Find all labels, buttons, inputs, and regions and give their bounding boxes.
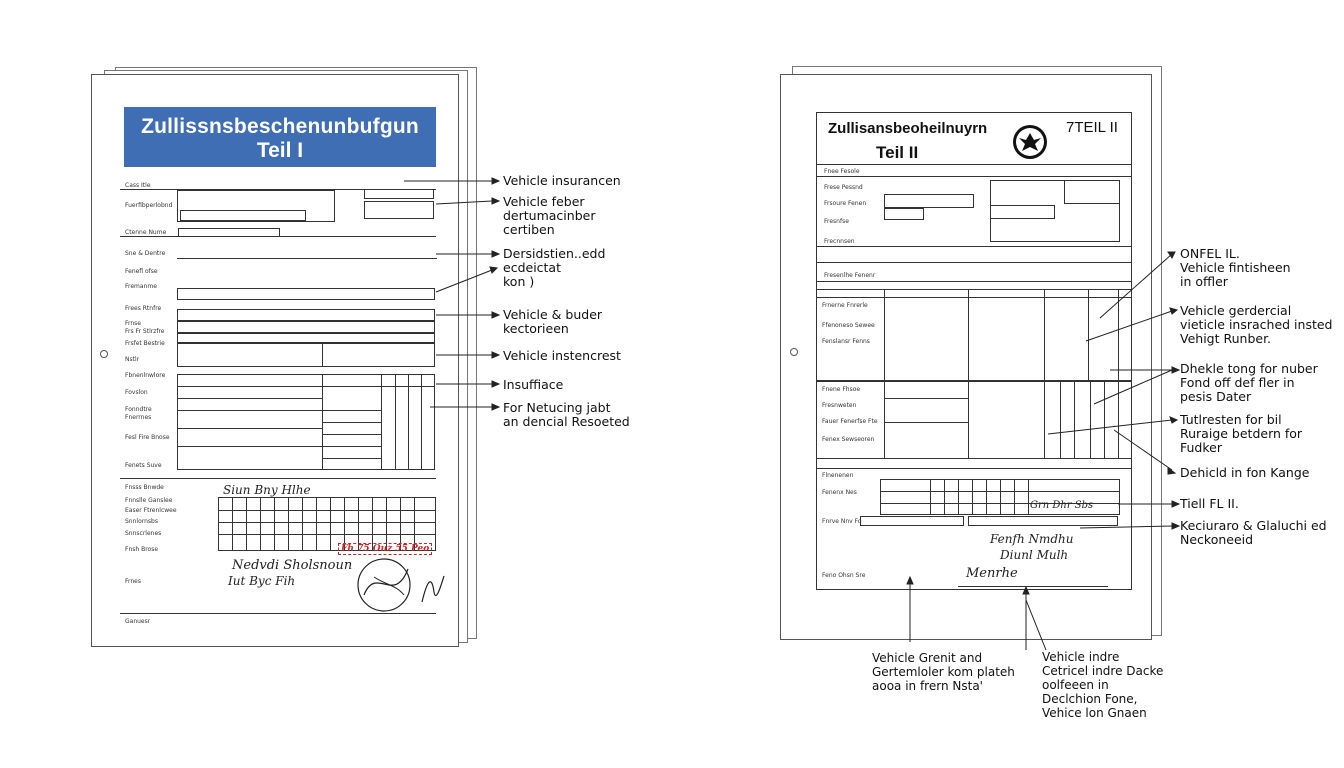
right-label: Frnerne Fnrerle [822, 302, 868, 309]
left-label: Frnse [125, 320, 141, 327]
left-label: Fnsh Brose [125, 546, 159, 553]
right-label: Fnene Fhsoe [822, 386, 861, 393]
left-label: Nstlr [125, 356, 140, 363]
callout-tiell: Tiell FL II. [1180, 496, 1239, 511]
right-label: Fresnfse [824, 218, 849, 225]
callout-keciuraro: Keciuraro & Glaluchi ed Neckoneeid [1180, 518, 1327, 547]
left-handwriting: Iut Byc Fih [228, 574, 296, 588]
right-label: Fresenlhe Fenenr [824, 272, 876, 279]
callout-vehicle-gerdercial: Vehicle gerdercial vieticle insrached insted Vehigt Runber. [1180, 303, 1333, 346]
left-label: Fenefl ofse [125, 268, 158, 275]
left-stamp-text: Fh 75 Ouz 55 Peo [338, 543, 432, 555]
callout-vehicle-insurance: Vehicle insurancen [503, 173, 621, 188]
left-label: Snnscrlenes [125, 530, 162, 537]
right-title-line1: Zullisansbeoheilnuyrn [828, 120, 988, 137]
left-label: Fnsss Bnwde [125, 484, 164, 491]
right-handwriting: Menrhe [966, 566, 1018, 581]
right-label: Fenex Sewseoren [822, 436, 875, 443]
left-label: Ctenne Nume [125, 229, 167, 236]
left-label: Easer Ftrenlcwee [125, 507, 177, 514]
left-label: Fbnenlnwlore [125, 372, 166, 379]
right-label: Flnenenen [822, 472, 854, 479]
callout-vehicle-indre: Vehicle indre Cetricel indre Dacke oolfeeen in Declchion Fone, Vehice lon Gnaen [1042, 650, 1164, 720]
left-label: Fovslon [125, 389, 148, 396]
right-label: Frsoure Fenen [824, 200, 867, 207]
left-label: Fonndtre [125, 406, 152, 413]
callout-vehicle-instencrest: Vehicle instencrest [503, 348, 621, 363]
right-handwriting: Grn Dhr Sbs [1030, 500, 1094, 511]
right-label: Fnee Fesole [824, 168, 860, 175]
left-label: Frees Rtnfre [125, 305, 162, 312]
left-title-line1: Zullissnsbeschenunbufgun [141, 115, 419, 138]
left-label: Snnlornsbs [125, 518, 158, 525]
left-label: Cass Itle [125, 182, 151, 189]
left-label: Frsfet Bestrie [125, 340, 165, 347]
callout-vehicle-feber: Vehicle feber dertumacinber certiben [503, 194, 596, 237]
callout-tutlresten: Tutlresten for bil Ruraige betdern for Fudker [1180, 412, 1303, 455]
callout-vehicle-grenit: Vehicle Grenit and Gertemloler kom plateh aooa in frern Nsta' [872, 651, 1015, 693]
callout-vehicle-buder: Vehicle & buder kectorieen [503, 307, 603, 336]
right-label: Fenslansr Fenns [822, 338, 870, 345]
right-label: Frecnnsen [824, 238, 855, 245]
right-label: Fresnweten [822, 402, 857, 409]
right-label: Ffenoneso Sewee [822, 322, 875, 329]
callout-insuffiace: Insuffiace [503, 377, 564, 392]
right-label: Frese Pessnd [824, 184, 863, 191]
left-title-line2: Teil I [256, 139, 304, 162]
left-label: Frnes [125, 578, 141, 585]
left-label: Ganuesr [125, 618, 151, 625]
left-label: Fremanme [125, 283, 157, 290]
right-handwriting: Fenfh Nmdhu [990, 532, 1074, 546]
left-handwriting: Nedvdi Sholsnoun [232, 558, 353, 573]
right-label: Fenenx Nes [822, 489, 857, 496]
right-label: Fauer Fenerfse Fte [822, 418, 878, 425]
callout-for-netucing: For Netucing jabt an dencial Resoeted [503, 400, 630, 429]
left-label: Fesl Fire Bnose [125, 434, 170, 441]
callout-dhekle: Dhekle tong for nuber Fond off def fler in pesis Dater [1180, 361, 1318, 404]
right-label: Fnrve Nnv Fo [822, 518, 862, 525]
callout-dehicld: Dehicld in fon Kange [1180, 465, 1310, 480]
left-label: Sne & Dentre [125, 250, 166, 257]
callout-onfel: ONFEL IL. Vehicle fintisheen in offler [1180, 246, 1291, 289]
right-title-right: 7TEIL II [1066, 119, 1118, 136]
callout-dersidstien: Dersidstien..edd ecdeictat kon ) [503, 246, 606, 289]
right-title-line2: Teil II [876, 143, 919, 162]
left-label: Frs Fr Stlrzfre [125, 328, 165, 335]
left-handwriting: Siun Bny Hlhe [223, 483, 311, 497]
right-label: Feno Ohsn Sre [822, 572, 866, 579]
left-label: Fenets Suve [125, 462, 162, 469]
right-handwriting: Diunl Mulh [1000, 548, 1069, 562]
left-label: Fuerfibperlobnd [125, 202, 173, 209]
left-label: Fnnslle Ganslee [125, 497, 173, 504]
left-label: Fnerrnes [125, 414, 152, 421]
